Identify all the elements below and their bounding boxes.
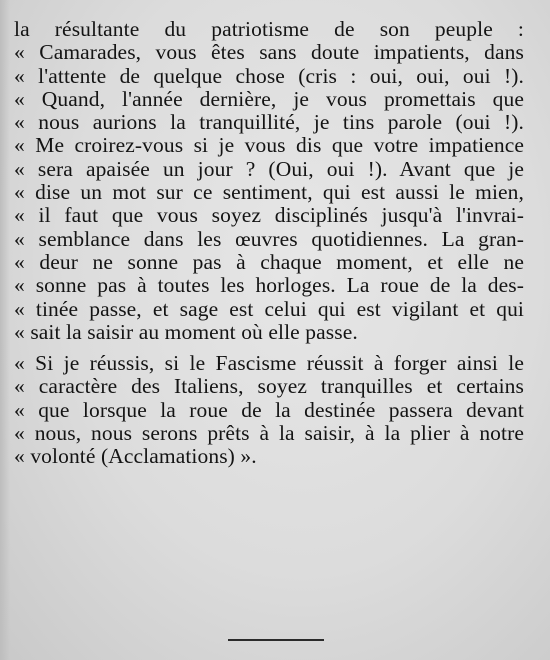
text-line: « semblance dans les œuvres quotidiennes. La gran-: [14, 226, 524, 251]
text-line: « Quand, l'année dernière, je vous promettais que: [14, 86, 524, 111]
text-line: « volonté (Acclamations) ».: [14, 444, 257, 469]
text-line: « nous, nous serons prêts à la saisir, à la plier à notre: [14, 421, 524, 446]
text-line: « dise un mot sur ce sentiment, qui est aussi le mien,: [14, 180, 524, 205]
text-line: « Camarades, vous êtes sans doute impatients, dans: [14, 40, 524, 65]
text-line: « nous aurions la tranquillité, je tins parole (oui !).: [14, 110, 524, 135]
text-line: « Si je réussis, si le Fascisme réussit à forger ainsi le: [14, 351, 524, 376]
text-line: « que lorsque la roue de la destinée passera devant: [14, 397, 524, 422]
text-line: « il faut que vous soyez disciplinés jusqu'à l'invrai-: [14, 203, 524, 228]
text-line: « Me croirez-vous si je vous dis que votre impatience: [14, 133, 524, 158]
section-divider-rule: [228, 639, 324, 641]
page-gutter-shadow: [0, 0, 10, 660]
text-line: « l'attente de quelque chose (cris : oui, oui, oui !).: [14, 63, 524, 88]
text-line: « deur ne sonne pas à chaque moment, et elle ne: [14, 249, 524, 274]
text-line: « sonne pas à toutes les horloges. La roue de la des-: [14, 273, 524, 298]
text-line: la résultante du patriotisme de son peuple :: [14, 17, 524, 41]
text-line: « sera apaisée un jour ? (Oui, oui !). Avant que je: [14, 156, 524, 181]
text-line: « tinée passe, et sage est celui qui est vigilant et qui: [14, 296, 524, 321]
text-line: « caractère des Italiens, soyez tranquilles et certains: [14, 374, 524, 399]
speech-text: [14, 18, 524, 469]
text-line: « sait la saisir au moment où elle passe.: [14, 319, 358, 344]
